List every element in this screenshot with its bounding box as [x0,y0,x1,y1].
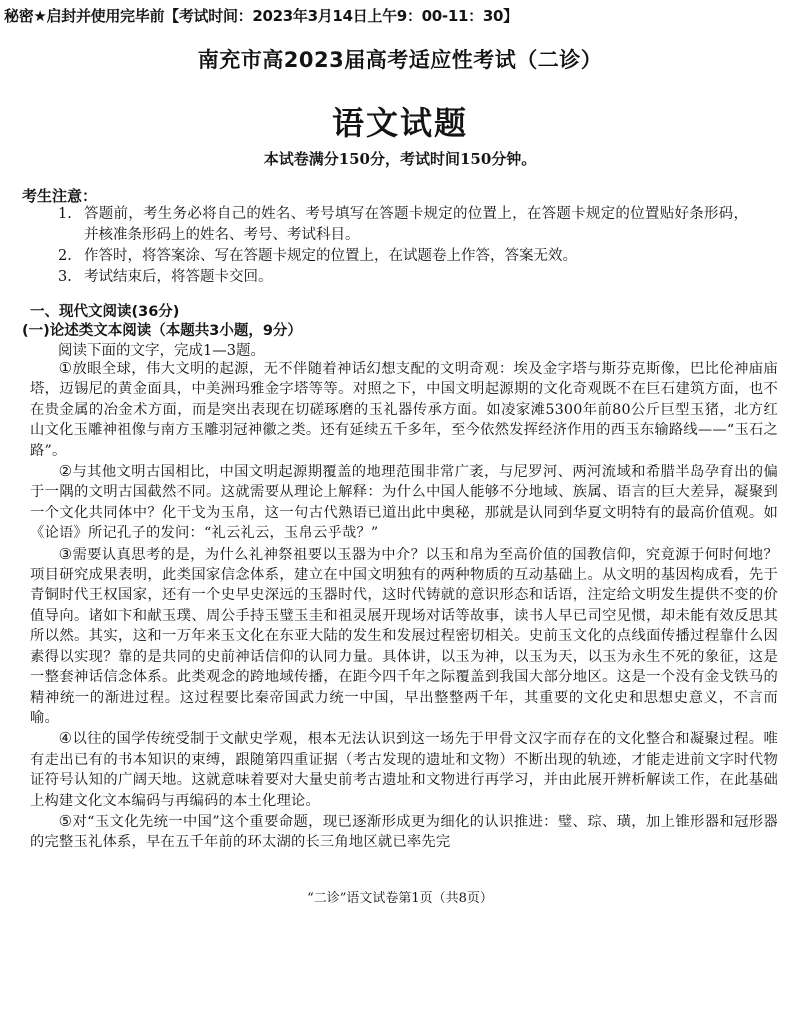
notice-item [58,204,748,246]
passage-paragraph [30,461,778,544]
score-line: 本试卷满分150分，考试时间150分钟。 [263,150,537,168]
confidential-notice: 秘密★启封并使用完毕前【考试时间：2023年3月14日上午9：00-11：30】 [4,7,518,25]
paragraph-text: 放眼全球，伟大文明的起源，无不伴随着神话幻想支配的文明奇观：埃及金字塔与斯芬克斯像，巴比伦神庙庙塔，迈锡尼的黄金面具，中美洲玛雅金字塔等等。对照之下，中国文明起源期的文化奇观既不在巨石建筑方面，也不在贵金属的冶金术方面，而是突出表现在切磋琢磨的玉礼器传承方面。如凌家滩5300年前80公斤巨型玉猪，北方红山文化玉雕神祖像与南方玉雕羽冠神徽之类。还有延续五千多年，至今依然发挥经济作用的西玉东输路线——“玉石之路”。 [30,361,778,459]
notice-number: 1. [58,206,72,222]
notice-item [58,246,748,267]
passage-paragraph [30,811,778,853]
notice-heading: 考生注意： [22,187,98,205]
notice-item [58,267,748,288]
paragraph-number: ④ [58,729,73,748]
notice-text: 考试结束后，将答题卡交回。 [84,269,273,285]
passage-paragraph [30,358,778,461]
passage-paragraph [30,544,778,729]
reading-passage [30,358,778,853]
paragraph-text: 与其他文明古国相比，中国文明起源期覆盖的地理范围非常广袤，与尼罗河、两河流域和希腊半岛孕育出的偏于一隅的文明古国截然不同。这就需要从理论上解释：为什么中国人能够不分地域、族属、语言的巨大差异，凝聚到一个文化共同体中？化干戈为玉帛，这一句古代熟语已道出此中奥秘，那就是认同到华夏文明特有的最高价值观。如《论语》所记孔子的发问：“礼云礼云，玉帛云乎哉？” [30,464,778,542]
notice-text: 答题前，考生务必将自己的姓名、考号填写在答题卡规定的位置上，在答题卡规定的位置贴好条形码，并核准条形码上的姓名、考号、考试科目。 [84,206,748,243]
paragraph-number: ③ [58,544,73,563]
paragraph-text: 以往的国学传统受制于文献史学观，根本无法认识到这一场先于甲骨文汉字而存在的文化整合和凝聚过程。唯有走出已有的书本知识的束缚，跟随第四重证据（考古发现的遗址和文物）不断出现的轨迹，才能走进前文字时代物证符号认知的广阔天地。这就意味着要对大量史前考古遗址和文物进行再学习，并由此展开辨析解读工作，在此基础上构建文化文本编码与再编码的本土化理论。 [30,731,778,809]
notice-text: 作答时，将答案涂、写在答题卡规定的位置上，在试题卷上作答，答案无效。 [84,248,577,264]
notice-number: 3. [58,269,72,285]
notice-list [58,204,748,288]
subject-title: 语文试题 [331,104,468,142]
paragraph-number: ⑤ [58,811,73,830]
sub-section-heading: (一)论述类文本阅读（本题共3小题，9分） [22,323,302,339]
paragraph-number: ② [58,462,73,481]
paragraph-text: 需要认真思考的是，为什么礼神祭祖要以玉器为中介？以玉和帛为至高价值的国教信仰，究竟源于何时何地？项目研究成果表明，此类国家信念体系，建立在中国文明独有的两种物质的互动基础上。从文明的基因构成看，先于青铜时代王权国家，还有一个史早史深远的玉器时代，这时代铸就的意识形态和话语，注定给文明发生提供不变的价值导向。诸如卞和献玉璞、周公手持玉璧玉圭和祖灵展开现场对话等故事，读书人早已司空见惯，却未能有效反思其所以然。其实，这和一万年来玉文化在东亚大陆的发生和发展过程密切相关。史前玉文化的点线面传播过程靠什么因素得以实现？靠的是共同的史前神话信仰的认同力量。具体讲，以玉为神，以玉为天，以玉为永生不死的象征，这是一整套神话信念体系。此类观念的跨地域传播，在距今四千年之际覆盖到我国大部分地区。这是一个没有金戈铁马的精神统一的渐进过程。这过程要比秦帝国武力统一中国，早出整整两千年，其重要的文化史和思想史意义，不言而喻。 [30,546,778,726]
exam-title: 南充市高2023届高考适应性考试（二诊） [197,48,603,72]
notice-number: 2. [58,248,72,264]
reading-instruction: 阅读下面的文字，完成1—3题。 [58,343,265,359]
paragraph-text: 对“玉文化先统一中国”这个重要命题，现已逐渐形成更为细化的认识推进：璧、琮、璜，加上锥形器和冠形器的完整玉礼体系，早在五千年前的环太湖的长三角地区就已率先完 [30,813,778,851]
section-heading: 一、现代文阅读(36分) [30,304,180,320]
passage-paragraph [30,728,778,811]
page-footer: “二诊”语文试卷第1页（共8页） [307,891,493,906]
paragraph-number: ① [58,359,73,377]
